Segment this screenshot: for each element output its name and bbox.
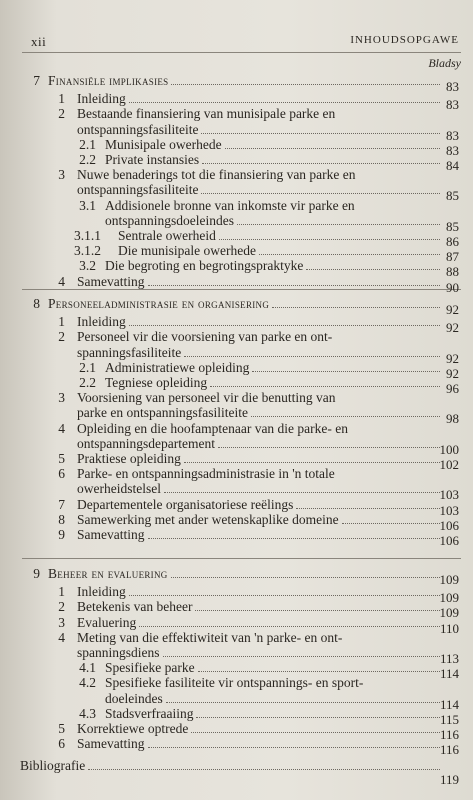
- dot-leader: [88, 769, 440, 770]
- entry-page: 92: [446, 350, 459, 366]
- entry-page: 106: [439, 517, 459, 533]
- entry-page: 116: [439, 742, 459, 758]
- entry-number: 4.3: [79, 705, 96, 721]
- chapter-divider: [22, 289, 461, 290]
- entry-title: Parke- en ontspanningsadministrasie in 'n totale: [77, 466, 335, 482]
- entry-page: 86: [446, 234, 459, 249]
- dot-leader: [219, 239, 440, 240]
- entry-page: 96: [446, 381, 459, 396]
- dot-leader: [129, 595, 440, 596]
- chapter-number: 8: [33, 296, 40, 311]
- entry-title: Departementele organisatoriese reëlings: [77, 496, 294, 512]
- entry-title: Die munisipale owerhede: [118, 243, 256, 259]
- entry-number: 9: [58, 527, 65, 542]
- dot-leader: [225, 148, 440, 149]
- dot-leader: [218, 447, 440, 448]
- entry-page: 114: [439, 696, 459, 712]
- entry-number: 1: [58, 584, 65, 600]
- running-title: INHOUDSOPGAWE: [350, 34, 459, 46]
- entry-page: 103: [439, 487, 459, 503]
- entry-number: 7: [58, 496, 65, 512]
- entry-page: 116: [439, 727, 459, 742]
- entry-page: 103: [439, 502, 459, 518]
- dot-leader: [251, 416, 440, 417]
- entry-page: 88: [446, 264, 459, 280]
- entry-page: 109: [439, 590, 459, 606]
- entry-page: 85: [446, 218, 459, 234]
- entry-title: Bestaande finansiering van munisipale parke en: [77, 106, 336, 122]
- chapter-number: 7: [33, 73, 40, 88]
- dot-leader: [196, 717, 440, 718]
- entry-title: Tegniese opleiding: [105, 375, 208, 390]
- dot-leader: [148, 285, 441, 286]
- page-column-heading: Bladsy: [428, 56, 461, 70]
- dot-leader: [171, 577, 440, 578]
- dot-leader: [171, 84, 440, 85]
- entry-title: Addisionele bronne van inkomste vir parke en: [105, 197, 355, 213]
- entry-title: Meting van die effektiwiteit van 'n parke- en ont-: [77, 629, 343, 645]
- header-rule: [22, 52, 461, 53]
- chapter-title: Finansiële implikasies: [48, 73, 169, 88]
- entry-page: 90: [446, 279, 459, 295]
- entry-number: 3.1.1: [74, 228, 101, 243]
- bibliography-title: Bibliografie: [20, 758, 86, 773]
- entry-page: 110: [439, 620, 459, 636]
- entry-number: 2: [58, 599, 65, 615]
- dot-leader: [201, 133, 440, 134]
- chapter-page: 92: [446, 302, 459, 317]
- entry-number: 3.1.2: [74, 243, 101, 259]
- entry-title: Sentrale owerheid: [118, 228, 216, 243]
- entry-number: 5: [58, 451, 65, 466]
- entry-number: 4: [58, 420, 65, 436]
- entry-page: 109: [439, 605, 459, 621]
- entry-title: ontspanningsdepartement: [77, 435, 215, 451]
- dot-leader: [129, 325, 440, 326]
- entry-page: 113: [439, 651, 459, 666]
- dot-leader: [148, 747, 441, 748]
- entry-title: ontspanningsfasiliteite: [77, 182, 199, 198]
- dot-leader: [139, 626, 440, 627]
- entry-title: Private instansies: [105, 152, 200, 167]
- entry-number: 2.2: [79, 152, 96, 167]
- dot-leader: [201, 193, 440, 194]
- entry-page: 87: [446, 249, 459, 265]
- entry-number: 4.2: [79, 675, 96, 691]
- dot-leader: [195, 610, 440, 611]
- entry-title: Opleiding en die hoofamptenaar van die parke- en: [77, 420, 349, 436]
- entry-page: 85: [446, 188, 459, 204]
- chapter-divider: [22, 558, 461, 559]
- entry-page: 83: [446, 97, 459, 113]
- entry-number: 4: [58, 273, 65, 289]
- dot-leader: [237, 224, 440, 225]
- entry-number: 2: [58, 329, 65, 345]
- entry-number: 3.2: [79, 258, 96, 274]
- entry-number: 3: [58, 167, 65, 183]
- chapter-number: 9: [33, 566, 40, 581]
- entry-title: Spesifieke parke: [105, 660, 195, 676]
- entry-title: spanningsfasiliteite: [77, 344, 182, 360]
- entry-number: 2: [58, 106, 65, 122]
- dot-leader: [272, 307, 440, 308]
- entry-page: 115: [439, 711, 459, 727]
- entry-number: 3.1: [79, 197, 96, 213]
- chapter-page: 109: [439, 572, 459, 587]
- entry-number: 5: [58, 721, 65, 736]
- entry-title: Nuwe benaderings tot die finansiering van parke en: [77, 167, 356, 183]
- entry-title: Voorsiening van personeel vir die benutting van: [77, 390, 336, 406]
- entry-title: Samewerking met ander wetenskaplike domeine: [77, 511, 339, 527]
- dot-leader: [129, 102, 440, 103]
- entry-title: Betekenis van beheer: [77, 599, 193, 615]
- entry-page: 114: [439, 666, 459, 682]
- entry-title: doeleindes: [105, 690, 163, 706]
- entry-title: Inleiding: [77, 314, 126, 330]
- entry-title: Samevatting: [77, 273, 145, 289]
- entry-title: Evaluering: [77, 614, 137, 630]
- chapter-page: 83: [446, 79, 459, 94]
- entry-title: Die begroting en begrotingspraktyke: [105, 258, 304, 274]
- dot-leader: [210, 386, 440, 387]
- dot-leader: [259, 254, 440, 255]
- dot-leader: [191, 732, 440, 733]
- entry-page: 102: [439, 457, 459, 472]
- entry-number: 2.2: [79, 375, 96, 390]
- dot-leader: [202, 163, 440, 164]
- entry-number: 4.1: [79, 660, 96, 676]
- entry-page: 92: [446, 365, 459, 381]
- dot-leader: [163, 656, 441, 657]
- entry-page: 98: [446, 411, 459, 427]
- entry-page: 100: [439, 441, 459, 457]
- entry-title: ontspanningsfasiliteite: [77, 121, 199, 137]
- dot-leader: [184, 462, 440, 463]
- entry-number: 2.1: [79, 359, 96, 375]
- entry-title: Personeel vir die voorsiening van parke en ont-: [77, 329, 333, 345]
- entry-title: Inleiding: [77, 91, 126, 107]
- entry-number: 6: [58, 736, 65, 752]
- entry-title: Administratiewe opleiding: [105, 359, 250, 375]
- entry-number: 1: [58, 314, 65, 330]
- chapter-title: Personeeladministrasie en organisering: [48, 296, 270, 311]
- page-number: xii: [31, 34, 47, 49]
- entry-title: Stadsverfraaiing: [105, 705, 194, 721]
- entry-page: 84: [446, 158, 459, 173]
- bibliography-page: 119: [439, 772, 459, 787]
- dot-leader: [306, 269, 440, 270]
- dot-leader: [296, 508, 440, 509]
- entry-title: Praktiese opleiding: [77, 451, 181, 466]
- dot-leader: [166, 702, 440, 703]
- entry-page: 83: [446, 127, 459, 143]
- dot-leader: [342, 523, 440, 524]
- entry-title: Munisipale owerhede: [105, 136, 222, 152]
- entry-number: 4: [58, 629, 65, 645]
- entry-page: 106: [439, 533, 459, 548]
- entry-number: 1: [58, 91, 65, 107]
- entry-title: spanningsdiens: [77, 645, 160, 660]
- entry-number: 6: [58, 466, 65, 482]
- entry-title: Samevatting: [77, 736, 145, 752]
- dot-leader: [164, 492, 440, 493]
- entry-number: 3: [58, 390, 65, 406]
- chapter-title: Beheer en evaluering: [48, 566, 168, 581]
- entry-title: owerheidstelsel: [77, 481, 161, 497]
- entry-number: 3: [58, 614, 65, 630]
- entry-number: 8: [58, 511, 65, 527]
- entry-title: parke en ontspanningsfasiliteite: [77, 405, 248, 421]
- dot-leader: [184, 356, 440, 357]
- dot-leader: [252, 371, 440, 372]
- entry-number: 2.1: [79, 136, 96, 152]
- dot-leader: [198, 671, 440, 672]
- entry-page: 92: [446, 320, 459, 336]
- entry-title: Inleiding: [77, 584, 126, 600]
- entry-title: Samevatting: [77, 527, 145, 542]
- entry-title: Korrektiewe optrede: [77, 721, 189, 736]
- entry-title: ontspanningsdoeleindes: [105, 212, 234, 228]
- entry-page: 83: [446, 142, 459, 158]
- dot-leader: [148, 538, 441, 539]
- entry-title: Spesifieke fasiliteite vir ontspannings- en sport-: [105, 675, 364, 691]
